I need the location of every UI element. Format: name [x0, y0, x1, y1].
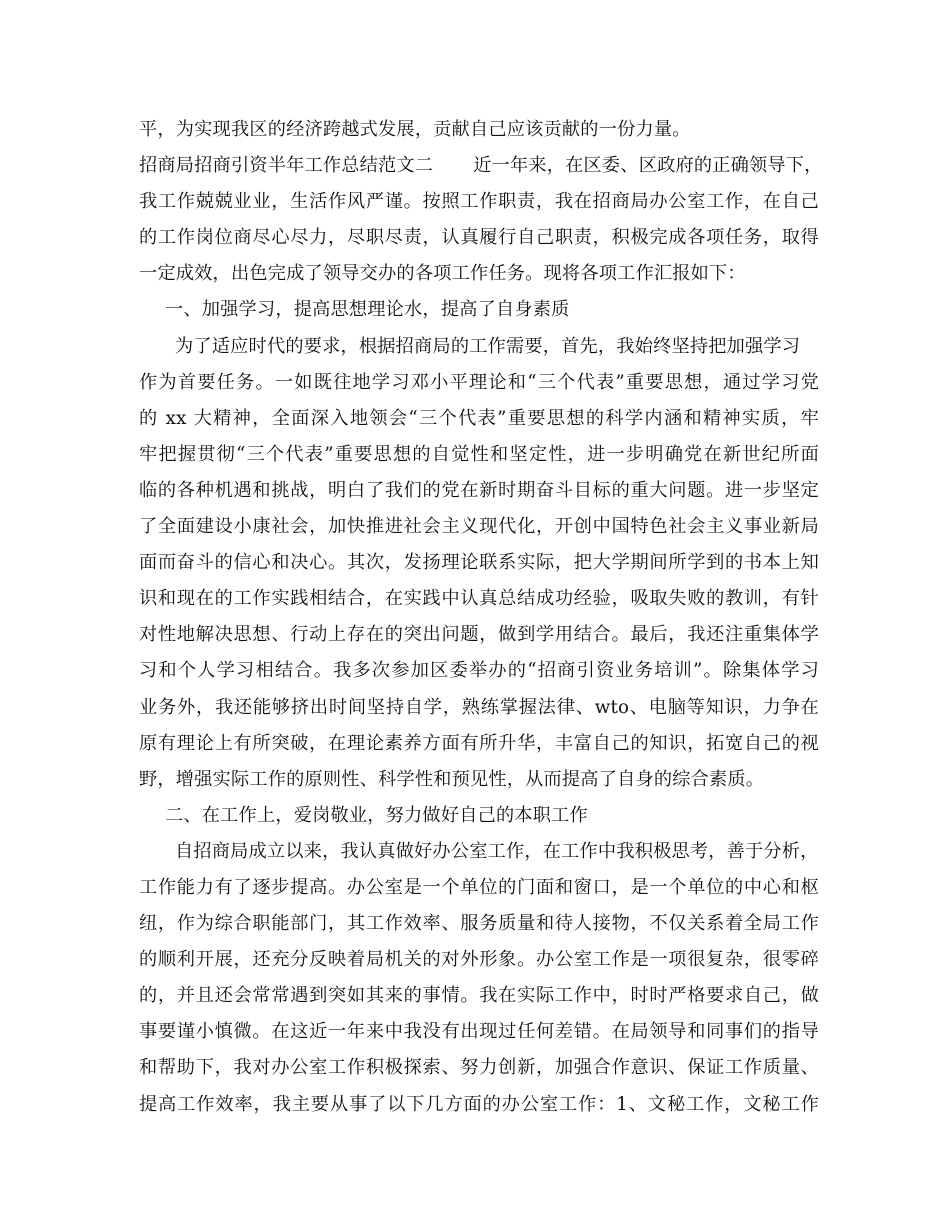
- paragraph-line: 对性地解决思想、行动上存在的突出问题，做到学用结合。最后，我还注重集体学: [139, 624, 819, 646]
- paragraph-line: 的 xx 大精神，全面深入地领会“三个代表”重要思想的科学内涵和精神实质，牢: [139, 407, 819, 429]
- paragraph-line: 面而奋斗的信心和决心。其次，发扬理论联系实际，把大学期间所学到的书本上知: [139, 552, 819, 574]
- paragraph-line: 的，并且还会常常遇到突如其来的事情。我在实际工作中，时时严格要求自己，做: [139, 985, 819, 1007]
- paragraph-line: 作为首要任务。一如既往地学习邓小平理论和“三个代表”重要思想，通过学习党: [139, 371, 820, 393]
- paragraph-line: 纽，作为综合职能部门，其工作效率、服务质量和待人接物，不仅关系着全局工作: [139, 913, 819, 935]
- paragraph-line: 提高工作效率，我主要从事了以下几方面的办公室工作：1、文秘工作，文秘工作: [139, 1093, 819, 1115]
- paragraph-line: 了全面建设小康社会，加快推进社会主义现代化，开创中国特色社会主义事业新局: [139, 516, 819, 538]
- paragraph-line: 自招商局成立以来，我认真做好办公室工作，在工作中我积极思考，善于分析，: [175, 840, 819, 862]
- section-heading-1: 一、加强学习，提高思想理论水，提高了自身素质: [165, 299, 570, 321]
- paragraph-line: 平，为实现我区的经济跨越式发展，贡献自己应该贡献的一份力量。: [139, 119, 691, 140]
- section-heading-2: 二、在工作上，爱岗敬业，努力做好自己的本职工作: [165, 804, 588, 826]
- paragraph-line: 事要谨小慎微。在这近一年来中我没有出现过任何差错。在局领导和同事们的指导: [139, 1021, 819, 1043]
- paragraph-line: 和帮助下，我对办公室工作积极探索、努力创新，加强合作意识、保证工作质量、: [139, 1057, 819, 1079]
- paragraph-line: 牢把握贯彻“三个代表”重要思想的自觉性和坚定性，进一步明确党在新世纪所面: [139, 443, 819, 465]
- paragraph-line: 的顺利开展，还充分反映着局机关的对外形象。办公室工作是一项很复杂，很零碎: [139, 949, 819, 971]
- paragraph-line: 我工作兢兢业业，生活作风严谨。按照工作职责，我在招商局办公室工作，在自己: [139, 191, 819, 213]
- paragraph-line: 工作能力有了逐步提高。办公室是一个单位的门面和窗口，是一个单位的中心和枢: [139, 876, 819, 898]
- paragraph-line: 识和现在的工作实践相结合，在实践中认真总结成功经验，吸取失败的教训，有针: [139, 588, 819, 610]
- paragraph-line: 野，增强实际工作的原则性、科学性和预见性，从而提高了自身的综合素质。: [139, 768, 765, 790]
- paragraph-line: 习和个人学习相结合。我多次参加区委举办的“招商引资业务培训”。除集体学习: [139, 660, 820, 682]
- subtitle-line: [139, 148, 823, 184]
- paragraph-line: 为了适应时代的要求，根据招商局的工作需要，首先，我始终坚持把加强学习: [175, 335, 801, 357]
- paragraph-line: 的工作岗位商尽心尽力，尽职尽责，认真履行自己职责，积极完成各项任务，取得: [139, 227, 819, 249]
- paragraph-line: 临的各种机遇和挑战，明白了我们的党在新时期奋斗目标的重大问题。进一步坚定: [139, 479, 819, 501]
- paragraph-line: 原有理论上有所突破，在理论素养方面有所升华，丰富自己的知识，拓宽自己的视: [139, 732, 819, 754]
- paragraph-line: 业务外，我还能够挤出时间坚持自学，熟练掌握法律、wto、电脑等知识，力争在: [139, 696, 819, 718]
- paragraph-line: 一定成效，出色完成了领导交办的各项工作任务。现将各项工作汇报如下：: [139, 263, 746, 285]
- document-body: [139, 112, 823, 1123]
- paragraph-text: 近一年来，在区委、区政府的正确领导下，: [473, 155, 823, 177]
- document-subtitle: 招商局招商引资半年工作总结范文二: [139, 155, 434, 177]
